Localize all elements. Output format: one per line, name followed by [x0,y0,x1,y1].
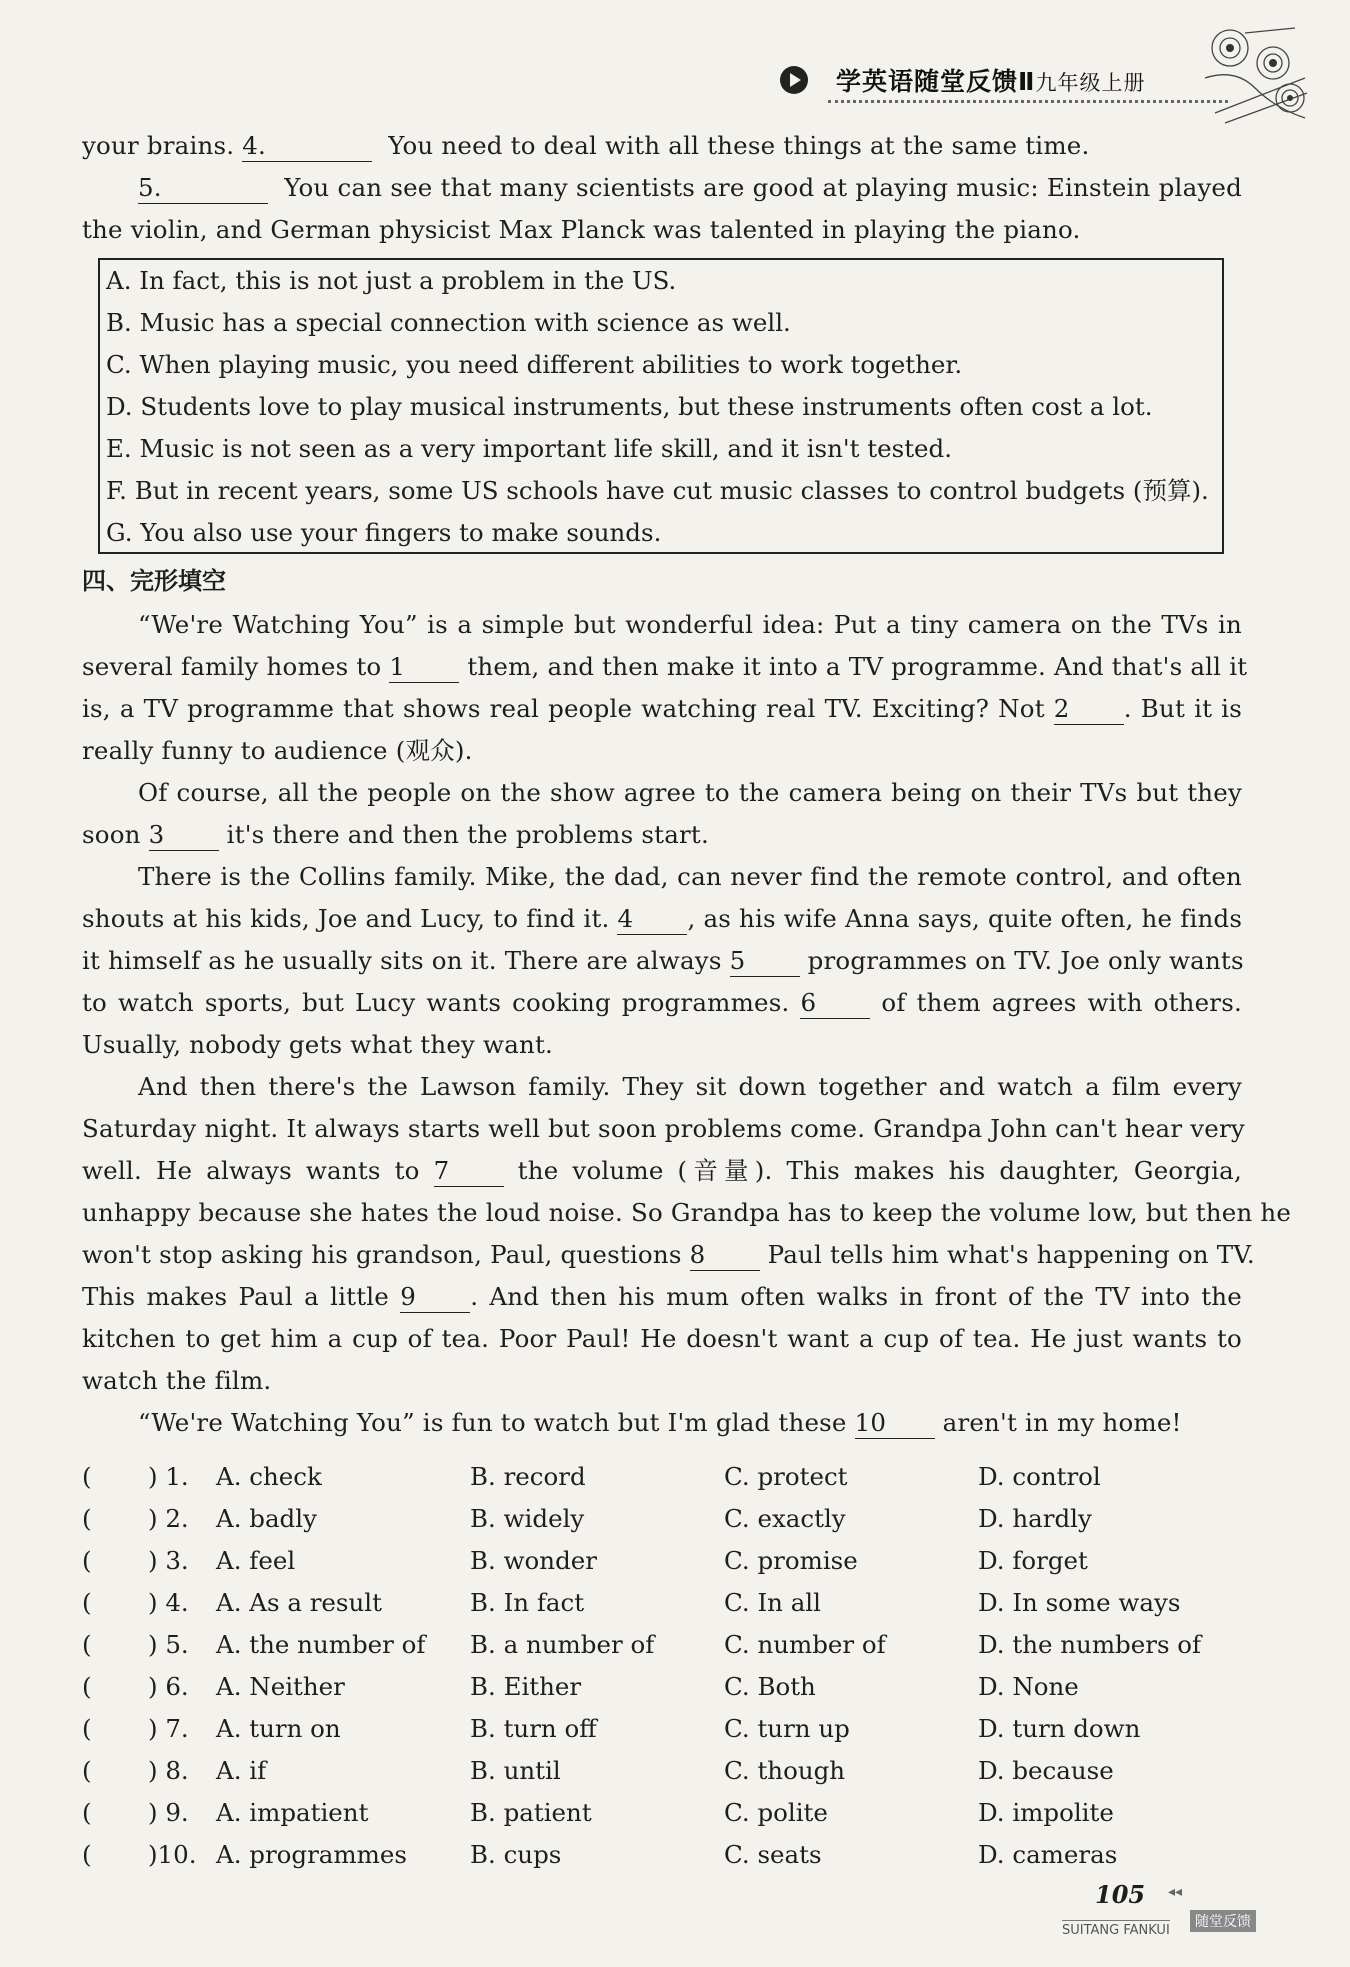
cloze-blank-1[interactable]: 1 [389,652,459,683]
answer-paren[interactable]: ( [82,1798,92,1827]
choice-a[interactable]: A. the number of [216,1630,426,1659]
passage-line: the violin, and German physicist Max Planck was talented in playing the piano. [82,215,1081,244]
passage-line: kitchen to get him a cup of tea. Poor Paul! He doesn't want a cup of tea. He just wants to [82,1324,1242,1353]
page-header [780,58,1240,108]
passage-line: your brains. 4. You need to deal with all these things at the same time. [82,131,1090,160]
answer-paren[interactable]: ( [82,1630,92,1659]
passage-line: several family homes to 1 them, and then make it into a TV programme. And that's all it [82,652,1248,681]
passage-line: And then there's the Lawson family. They sit down together and watch a film every [138,1072,1242,1101]
choice-d[interactable]: D. cameras [978,1840,1118,1869]
question-number: ) 1. [148,1462,189,1491]
question-row [82,1750,1242,1792]
question-number: ) 3. [148,1546,189,1575]
choice-d[interactable]: D. impolite [978,1798,1114,1827]
question-row [82,1834,1242,1876]
choice-b[interactable]: B. cups [470,1840,562,1869]
question-row [82,1792,1242,1834]
answer-blank[interactable]: 5. [138,173,268,204]
choice-c[interactable]: C. though [724,1756,846,1785]
choice-a[interactable]: A. check [216,1462,322,1491]
question-number: ) 2. [148,1504,189,1533]
cloze-passage [82,604,1292,1444]
choice-c[interactable]: C. seats [724,1840,822,1869]
passage-line: really funny to audience (观众). [82,736,473,765]
cloze-blank-9[interactable]: 9 [400,1282,470,1313]
question-row [82,1708,1242,1750]
option-a: A. In fact, this is not just a problem in the US. [106,266,677,295]
cloze-blank-7[interactable]: 7 [434,1156,504,1187]
header-title: 学英语随堂反馈Ⅱ九年级上册 [836,67,1146,96]
cloze-blank-2[interactable]: 2 [1054,694,1124,725]
passage-line: There is the Collins family. Mike, the dad, can never find the remote control, and often [138,862,1242,891]
passage-line: shouts at his kids, Joe and Lucy, to find it. 4 , as his wife Anna says, quite often, he finds [82,904,1243,933]
question-row [82,1582,1242,1624]
choice-b[interactable]: B. patient [470,1798,592,1827]
choice-a[interactable]: A. As a result [216,1588,382,1617]
choice-d[interactable]: D. turn down [978,1714,1141,1743]
choice-a[interactable]: A. feel [216,1546,296,1575]
choice-a[interactable]: A. programmes [216,1840,407,1869]
choice-d[interactable]: D. hardly [978,1504,1092,1533]
choice-d[interactable]: D. In some ways [978,1588,1181,1617]
choice-c[interactable]: C. exactly [724,1504,846,1533]
choice-d[interactable]: D. None [978,1672,1079,1701]
option-e: E. Music is not seen as a very important life skill, and it isn't tested. [106,434,953,463]
choice-a[interactable]: A. Neither [216,1672,345,1701]
question-row [82,1498,1242,1540]
option-f: F. But in recent years, some US schools have cut music classes to control budgets (预算). [106,476,1209,505]
choice-c[interactable]: C. protect [724,1462,848,1491]
question-row [82,1540,1242,1582]
choice-b[interactable]: B. turn off [470,1714,597,1743]
passage-line: Usually, nobody gets what they want. [82,1030,554,1059]
passage-top [82,125,1242,251]
choice-b[interactable]: B. widely [470,1504,585,1533]
cloze-blank-8[interactable]: 8 [690,1240,760,1271]
answer-blank[interactable]: 4. [242,131,372,162]
choice-b[interactable]: B. In fact [470,1588,585,1617]
passage-line: soon 3 it's there and then the problems start. [82,820,709,849]
passage-line: “We're Watching You” is fun to watch but I'm glad these 10 aren't in my home! [138,1408,1182,1437]
question-number: ) 9. [148,1798,189,1827]
choice-a[interactable]: A. badly [216,1504,317,1533]
arrow-left-icon: ◂◂ [1168,1884,1183,1900]
passage-line: “We're Watching You” is a simple but wonderful idea: Put a tiny camera on the TVs in [138,610,1242,639]
passage-line: unhappy because she hates the loud noise. So Grandpa has to keep the volume low, but then he [82,1198,1292,1227]
question-number: ) 5. [148,1630,189,1659]
choice-d[interactable]: D. control [978,1462,1101,1491]
play-icon [780,66,808,94]
flower-decoration-icon [1195,18,1315,133]
choice-c[interactable]: C. Both [724,1672,816,1701]
footer-brand: SUITANG FANKUI [1062,1920,1170,1938]
question-row [82,1666,1242,1708]
choice-c[interactable]: C. In all [724,1588,821,1617]
passage-line: won't stop asking his grandson, Paul, questions 8 Paul tells him what's happening on TV. [82,1240,1255,1269]
question-number: ) 7. [148,1714,189,1743]
passage-line: Saturday night. It always starts well but soon problems come. Grandpa John can't hear very [82,1114,1245,1143]
choice-b[interactable]: B. wonder [470,1546,597,1575]
choice-b[interactable]: B. until [470,1756,561,1785]
passage-line: well. He always wants to 7 the volume (音量). This makes his daughter, Georgia, [82,1156,1242,1185]
answer-paren[interactable]: ( [82,1840,92,1869]
passage-line: 5. You can see that many scientists are good at playing music: Einstein played [138,173,1242,202]
header-divider [828,100,1228,103]
choice-c[interactable]: C. polite [724,1798,828,1827]
section-title: 四、完形填空 [82,567,226,595]
cloze-blank-4[interactable]: 4 [617,904,687,935]
passage-line: This makes Paul a little 9 . And then his mum often walks in front of the TV into the [82,1282,1242,1311]
passage-line: to watch sports, but Lucy wants cooking programmes. 6 of them agrees with others. [82,988,1242,1017]
choice-a[interactable]: A. if [216,1756,267,1785]
question-row [82,1624,1242,1666]
answer-paren[interactable]: ( [82,1672,92,1701]
question-number: )10. [148,1840,197,1869]
option-b: B. Music has a special connection with science as well. [106,308,791,337]
choice-d[interactable]: D. the numbers of [978,1630,1202,1659]
question-number: ) 8. [148,1756,189,1785]
cloze-blank-5[interactable]: 5 [730,946,800,977]
answer-paren[interactable]: ( [82,1504,92,1533]
passage-line: Of course, all the people on the show agree to the camera being on their TVs but they [138,778,1242,807]
question-number: ) 6. [148,1672,189,1701]
answer-paren[interactable]: ( [82,1546,92,1575]
footer-tag: 随堂反馈 [1190,1910,1256,1932]
question-number: ) 4. [148,1588,189,1617]
choice-d[interactable]: D. forget [978,1546,1088,1575]
choice-c[interactable]: C. promise [724,1546,858,1575]
choice-b[interactable]: B. a number of [470,1630,655,1659]
passage-line: it himself as he usually sits on it. There are always 5 programmes on TV. Joe only wants [82,946,1244,975]
choice-c[interactable]: C. number of [724,1630,886,1659]
choice-b[interactable]: B. Either [470,1672,582,1701]
choice-a[interactable]: A. turn on [216,1714,341,1743]
option-g: G. You also use your fingers to make sounds. [106,518,662,547]
options-box [98,258,1224,554]
cloze-blank-6[interactable]: 6 [800,988,870,1019]
answer-paren[interactable]: ( [82,1714,92,1743]
option-c: C. When playing music, you need different abilities to work together. [106,350,963,379]
choice-b[interactable]: B. record [470,1462,586,1491]
option-d: D. Students love to play musical instruments, but these instruments often cost a lot. [106,392,1153,421]
answer-paren[interactable]: ( [82,1756,92,1785]
page-number: 105 [1095,1880,1146,1909]
answer-paren[interactable]: ( [82,1588,92,1617]
answer-paren[interactable]: ( [82,1462,92,1491]
choice-a[interactable]: A. impatient [216,1798,369,1827]
cloze-blank-10[interactable]: 10 [855,1408,935,1439]
passage-line: watch the film. [82,1366,272,1395]
choice-c[interactable]: C. turn up [724,1714,850,1743]
passage-line: is, a TV programme that shows real people watching real TV. Exciting? Not 2 . But it is [82,694,1242,723]
question-row [82,1456,1242,1498]
choice-d[interactable]: D. because [978,1756,1114,1785]
cloze-blank-3[interactable]: 3 [149,820,219,851]
